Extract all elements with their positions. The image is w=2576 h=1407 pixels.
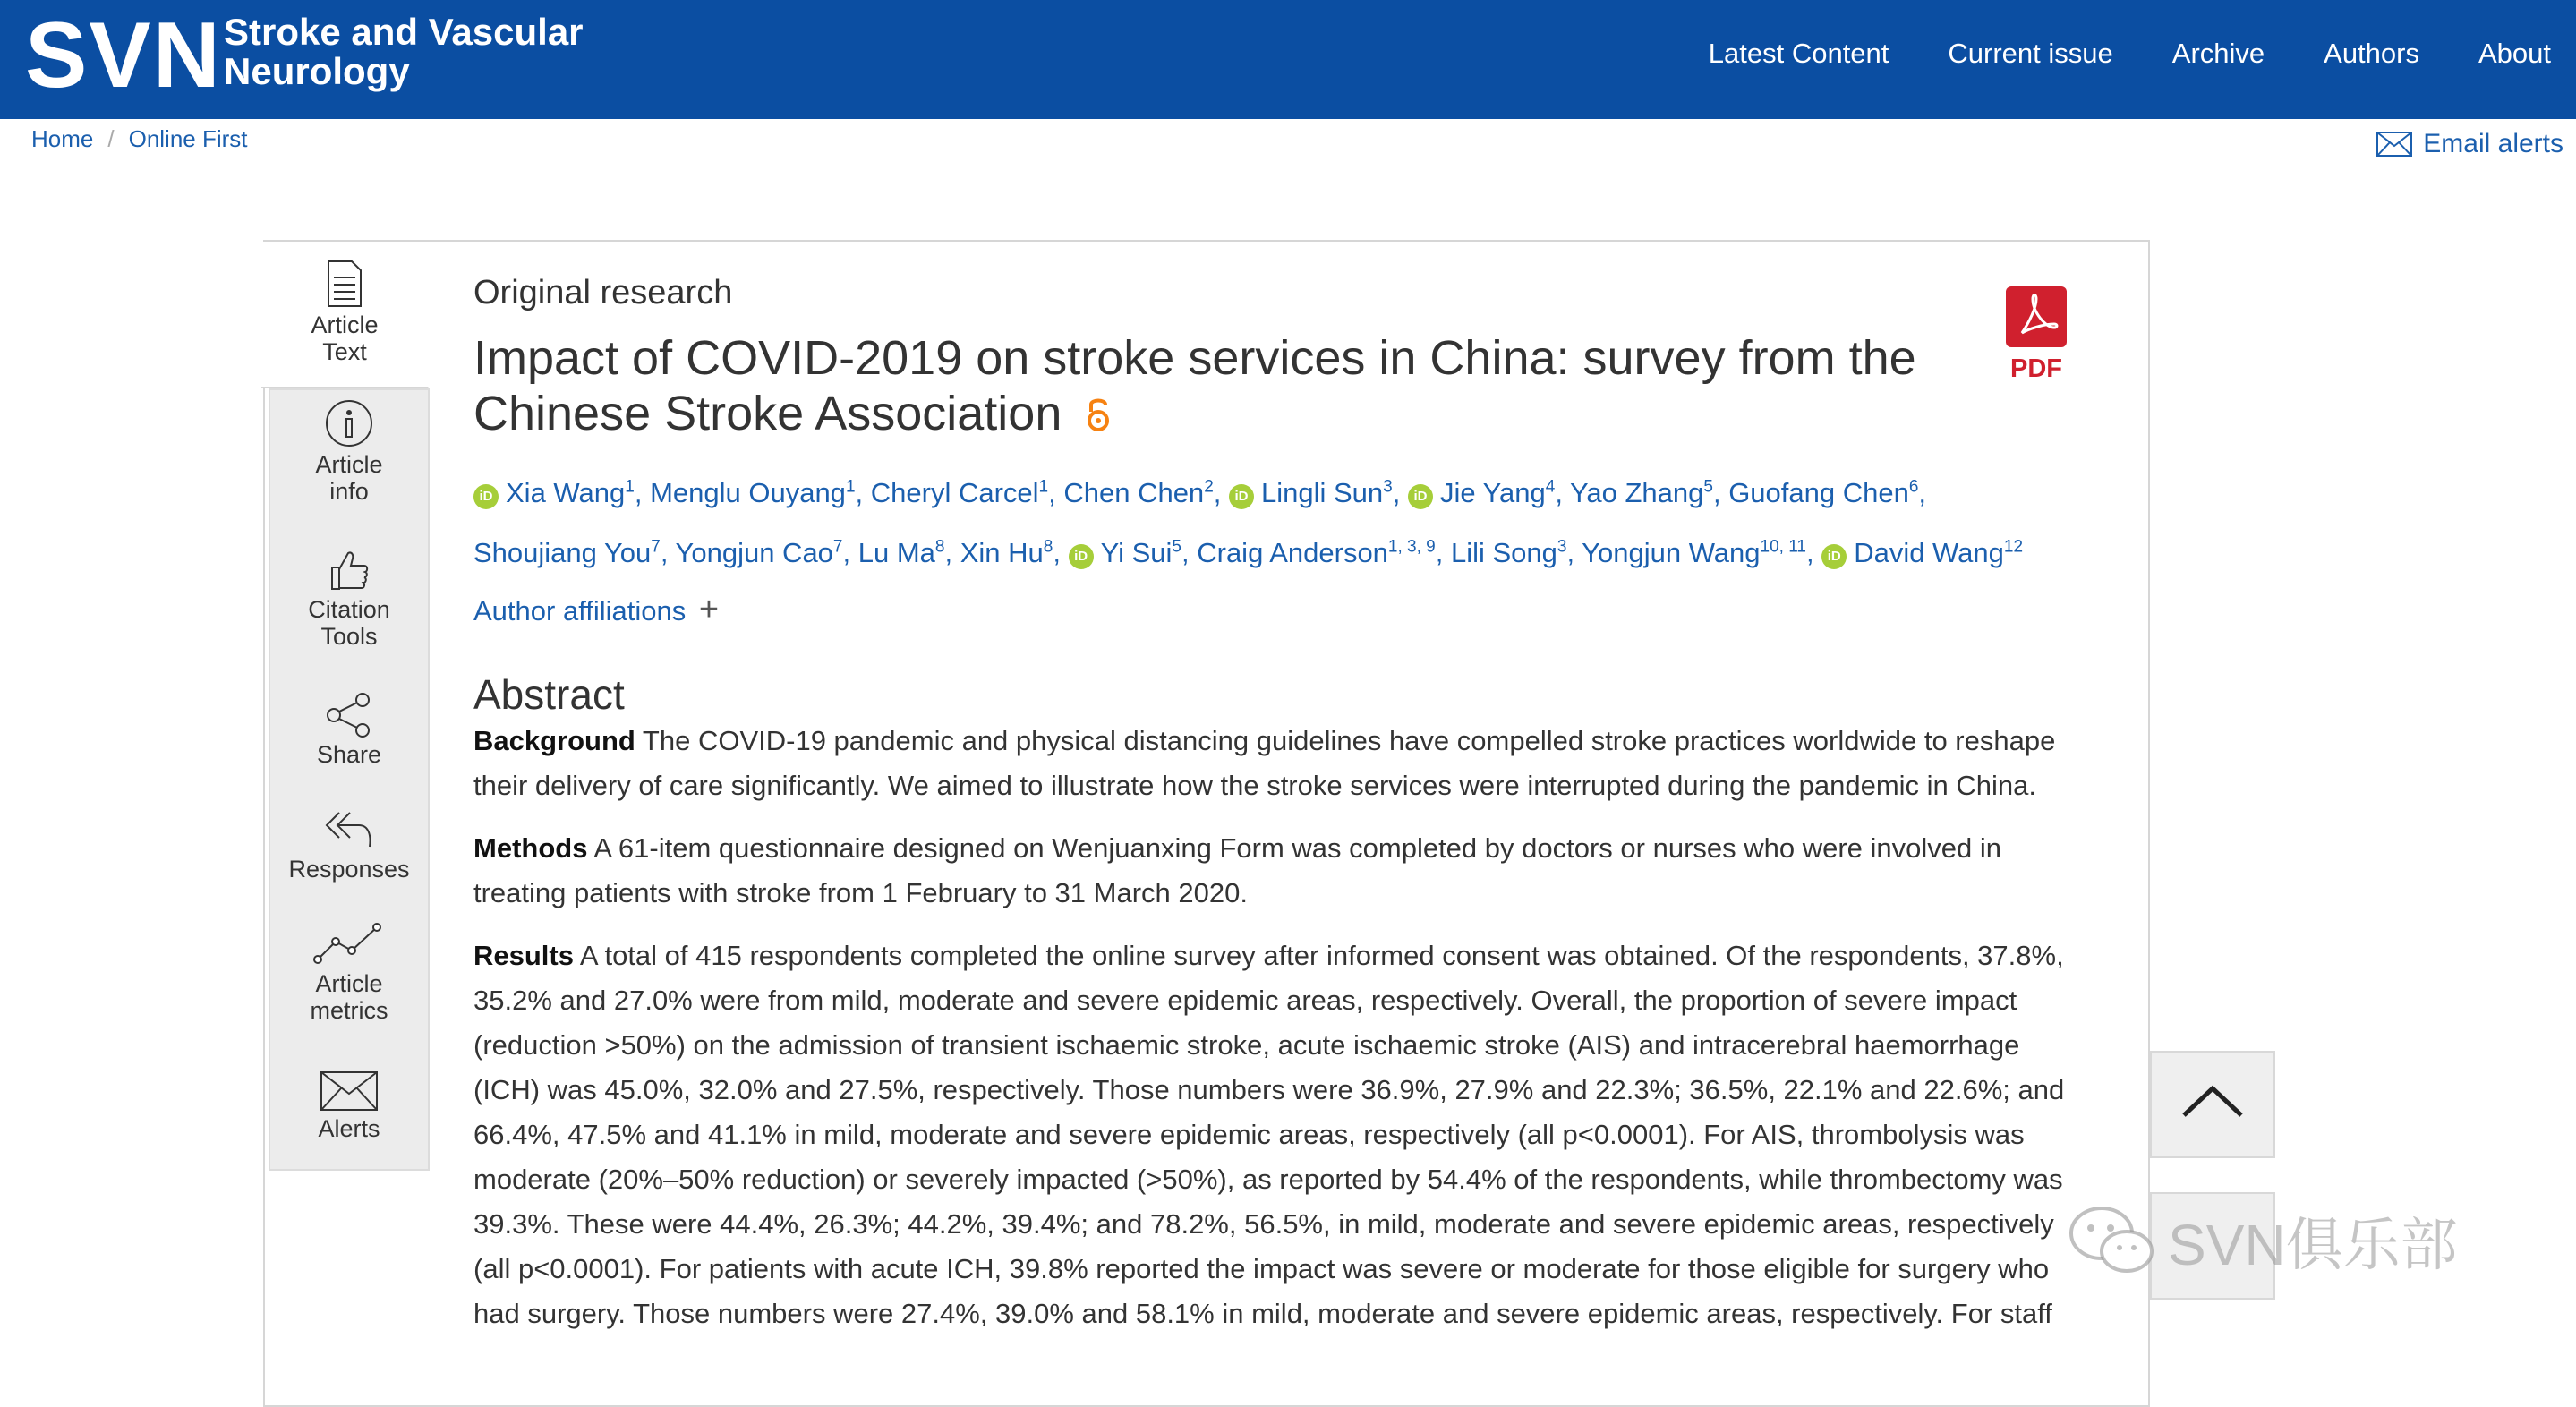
line-chart-icon xyxy=(312,922,386,967)
logo-line2: Neurology xyxy=(224,50,410,92)
author-affiliation-number: 1 xyxy=(1038,478,1049,497)
logo-line1: Stroke and Vascular xyxy=(224,11,584,53)
logo-abbr[interactable]: SVN xyxy=(25,4,222,107)
author-name: Yongjun Wang xyxy=(1582,536,1761,568)
author-name: Jie Yang xyxy=(1439,477,1546,509)
alerts-label: Alerts xyxy=(318,1115,380,1142)
author-link[interactable] xyxy=(650,477,855,508)
author-link[interactable] xyxy=(1197,537,1436,568)
nav-archive[interactable]: Archive xyxy=(2171,38,2265,69)
article-title xyxy=(473,330,1923,441)
author-affiliation-number: 7 xyxy=(651,537,661,557)
author-name: Yi Sui xyxy=(1100,536,1173,568)
author-affiliation-number: 7 xyxy=(832,537,843,557)
thumbs-up-icon xyxy=(328,548,370,593)
envelope-icon xyxy=(320,1070,379,1112)
article-metrics-label-2: metrics xyxy=(310,997,388,1024)
background-label: Background xyxy=(473,724,635,756)
author-name: Yao Zhang xyxy=(1570,477,1704,509)
author-link[interactable] xyxy=(1063,477,1213,508)
orcid-icon[interactable]: iD xyxy=(1821,544,1847,569)
nav-about[interactable]: About xyxy=(2478,38,2551,69)
orcid-icon[interactable]: iD xyxy=(1069,544,1094,569)
author-affiliation-number: 2 xyxy=(1204,478,1214,497)
author-link[interactable] xyxy=(1582,537,1806,568)
author-link[interactable] xyxy=(1408,477,1555,508)
author-link[interactable] xyxy=(1069,537,1181,568)
info-icon xyxy=(325,399,373,448)
chevron-up-icon xyxy=(2152,1053,2273,1156)
abstract-results xyxy=(473,934,2076,1336)
author-link[interactable] xyxy=(676,537,843,568)
author-name: Shoujiang You xyxy=(473,536,652,568)
author-name: Cheryl Carcel xyxy=(870,477,1039,509)
article-text-label-2: Text xyxy=(322,338,367,365)
logo-name[interactable] xyxy=(224,13,584,91)
author-name: Xin Hu xyxy=(960,536,1044,568)
breadcrumb-home[interactable]: Home xyxy=(31,125,94,152)
share-icon xyxy=(325,693,373,738)
author-name: Chen Chen xyxy=(1063,477,1205,509)
document-icon xyxy=(327,260,363,308)
breadcrumb-current[interactable]: Online First xyxy=(128,125,248,152)
sidebar-item-article-metrics[interactable] xyxy=(270,922,428,1024)
article-text-label-1: Article xyxy=(311,311,379,338)
author-affiliation-number: 6 xyxy=(1908,478,1919,497)
author-affiliation-number: 1 xyxy=(845,478,856,497)
article-metrics-label-1: Article xyxy=(315,970,383,997)
methods-label: Methods xyxy=(473,831,588,864)
article-info-label-2: info xyxy=(329,478,369,505)
sidebar-item-alerts[interactable] xyxy=(270,1070,428,1142)
author-link[interactable] xyxy=(960,537,1053,568)
author-link[interactable] xyxy=(1570,477,1713,508)
results-label: Results xyxy=(473,939,574,971)
pdf-label: PDF xyxy=(2010,354,2062,383)
author-link[interactable] xyxy=(858,537,945,568)
reply-all-icon xyxy=(323,807,375,852)
article-content xyxy=(473,274,2076,1354)
author-affiliation-number: 4 xyxy=(1545,478,1556,497)
open-access-icon xyxy=(1086,396,1111,431)
sidebar xyxy=(269,388,430,1171)
sidebar-item-share[interactable] xyxy=(270,693,428,768)
author-affiliations-label: Author affiliations xyxy=(473,594,687,627)
author-link[interactable] xyxy=(1229,477,1393,508)
background-text: The COVID-19 pandemic and physical distancing guidelines have compelled stroke practices worldwide to reshape their delivery of care significantly. We aimed to illustrate how the stroke services were interrupted during the pandemic in China. xyxy=(473,724,2056,801)
watermark-text: SVN俱乐部 xyxy=(2168,1213,2458,1277)
author-affiliations-toggle[interactable] xyxy=(473,591,2076,629)
author-name: Menglu Ouyang xyxy=(650,477,846,509)
citation-tools-label-2: Tools xyxy=(320,623,378,650)
responses-label: Responses xyxy=(288,856,410,883)
orcid-icon[interactable]: iD xyxy=(473,484,499,509)
author-affiliation-number: 1, 3, 9 xyxy=(1387,537,1436,557)
author-name: Craig Anderson xyxy=(1197,536,1388,568)
author-name: Xia Wang xyxy=(506,477,626,509)
citation-tools-label-1: Citation xyxy=(308,596,390,623)
sidebar-item-citation-tools[interactable] xyxy=(270,548,428,650)
author-name: David Wang xyxy=(1854,536,2004,568)
main-nav xyxy=(1709,36,2551,72)
abstract-background xyxy=(473,719,2076,808)
author-link[interactable] xyxy=(1728,477,1918,508)
author-link[interactable] xyxy=(473,477,635,508)
email-alerts-label: Email alerts xyxy=(2423,129,2563,158)
article-title-text: Impact of COVID-2019 on stroke services in China: survey from the Chinese Stroke Association xyxy=(473,331,1916,440)
orcid-icon[interactable]: iD xyxy=(1229,484,1254,509)
top-header xyxy=(0,0,2576,119)
wechat-icon xyxy=(2068,1203,2157,1278)
abstract-heading: Abstract xyxy=(473,670,625,718)
author-affiliation-number: 3 xyxy=(1383,478,1393,497)
scroll-to-top-button[interactable] xyxy=(2150,1051,2275,1158)
author-affiliation-number: 5 xyxy=(1703,478,1713,497)
email-alerts-link[interactable] xyxy=(2376,129,2563,159)
author-link[interactable] xyxy=(871,477,1048,508)
author-link[interactable] xyxy=(473,537,661,568)
sidebar-item-article-text[interactable] xyxy=(261,242,430,388)
author-link[interactable] xyxy=(1821,537,2023,568)
breadcrumb xyxy=(31,125,248,153)
author-name: Lingli Sun xyxy=(1261,477,1384,509)
breadcrumb-separator: / xyxy=(107,125,115,152)
author-name: Lu Ma xyxy=(857,536,935,568)
sidebar-item-responses[interactable] xyxy=(270,807,428,883)
author-name: Yongjun Cao xyxy=(675,536,833,568)
author-affiliation-number: 8 xyxy=(1043,537,1053,557)
author-affiliation-number: 8 xyxy=(934,537,945,557)
share-label: Share xyxy=(316,741,382,768)
watermark xyxy=(2068,1199,2458,1282)
nav-authors[interactable]: Authors xyxy=(2324,38,2419,69)
article-text-wrap xyxy=(261,260,428,365)
methods-text: A 61-item questionnaire designed on Wenjuanxing Form was completed by doctors or nurses who were involved in treating patients with stroke from 1 February to 31 March 2020. xyxy=(473,831,2002,908)
article-info-label-1: Article xyxy=(315,451,383,478)
abstract-methods xyxy=(473,826,2076,916)
envelope-icon xyxy=(2376,132,2412,157)
results-text: A total of 415 respondents completed the online survey after informed consent was obtained. Of the respondents, 37.8%, 35.2% and 27.0% were from mild, moderate and severe epidemic areas, respectively. Overall, the proportion of severe impact (reduction >50%) on the admission of transient ischaemic stroke, acute ischaemic stroke (AIS) and intracerebral haemorrhage (ICH) was 45.0%, 32.0% and 27.5%, respectively. Those numbers were 36.9%, 27.9% and 22.3%; 36.5%, 22.1% and 22.6%; and 66.4%, 47.5% and 41.1% in mild, moderate and severe epidemic areas, respectively (all p<0.0001). For AIS, thrombolysis was moderate (20%–50% reduction) or severely impacted (>50%), as reported by 54.4% of the respondents, while thrombectomy was 39.3%. These were 44.4%, 26.3%; 44.2%, 39.4%; and 78.2%, 56.5%, in mild, moderate and severe epidemic areas, respectively (all p<0.0001). For patients with acute ICH, 39.8% reported the impact was severe or moderate for those eligible for surgery who had surgery. Those numbers were 27.4%, 39.0% and 58.1% in mild, moderate and severe epidemic areas, respectively. For staff xyxy=(473,939,2065,1329)
author-affiliation-number: 3 xyxy=(1557,537,1567,557)
nav-latest-content[interactable]: Latest Content xyxy=(1708,38,1889,69)
author-affiliation-number: 5 xyxy=(1172,537,1181,557)
nav-current-issue[interactable]: Current issue xyxy=(1948,38,2113,69)
author-name: Guofang Chen xyxy=(1728,477,1909,509)
author-link[interactable] xyxy=(1451,537,1567,568)
author-list: iD Xia Wang$^1$, Menglu Ouyang$^1$, Cheryl Carcel$^1$, Chen Chen$^2$, iD Lingli Sun$^3$, iD Jie Yang$^4$, Yao Zhang$^5$, Guofang Chen$^6$, Shoujiang You$^7$, Yongjun Cao$^7$, Lu Ma$^8$, Xin Hu$^8$, iD Yi Sui$^5$, Craig Anderson$^{1, 3, 9}$, Lili Song$^3$, Yongjun Wang$^{10, 11}$, iD David Wang$^{12}$ xyxy=(473,477,2024,568)
author-affiliation-number: 12 xyxy=(2003,537,2024,557)
orcid-icon[interactable]: iD xyxy=(1408,484,1433,509)
plus-icon: + xyxy=(698,590,720,628)
author-affiliation-number: 1 xyxy=(625,478,635,497)
article-type: Original research xyxy=(473,274,733,311)
author-name: Lili Song xyxy=(1450,536,1557,568)
sidebar-item-article-info[interactable] xyxy=(270,399,428,505)
author-affiliation-number: 10, 11 xyxy=(1760,537,1806,557)
